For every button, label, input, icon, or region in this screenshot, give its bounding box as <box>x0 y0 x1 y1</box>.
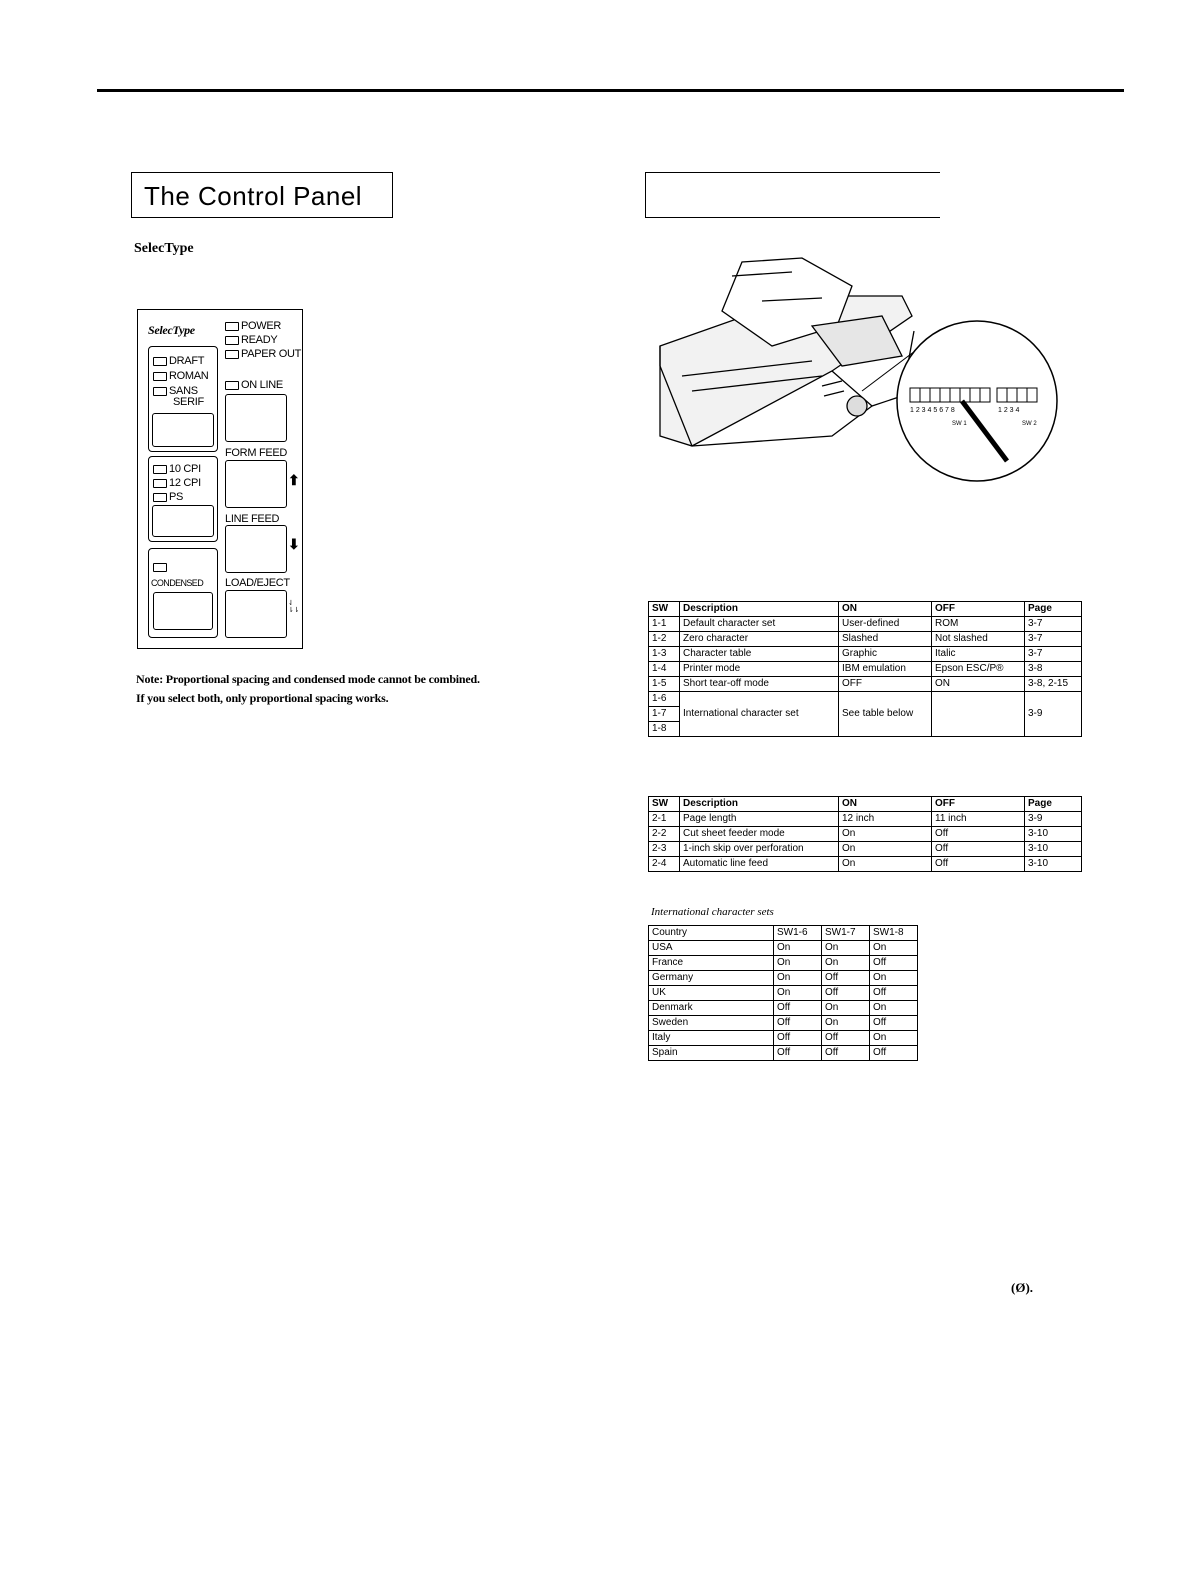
table-cell: Default character set <box>680 617 839 632</box>
table-cell: 3-10 <box>1025 857 1082 872</box>
table-row <box>649 941 918 956</box>
table-cell: 3-10 <box>1025 842 1082 857</box>
table-row <box>649 662 1082 677</box>
font-sans: SANS <box>153 385 198 398</box>
online-indicator: ON LINE <box>225 379 283 392</box>
table-cell: 2-2 <box>649 827 680 842</box>
table-cell: Germany <box>649 971 774 986</box>
table-cell: Italy <box>649 1031 774 1046</box>
font-serif: SERIF <box>173 396 204 408</box>
table-cell: Italic <box>932 647 1025 662</box>
right-title-box <box>645 172 940 218</box>
table-cell: On <box>839 842 932 857</box>
note-line-2: If you select both, only proportional spacing works. <box>136 691 389 705</box>
table-cell: 3-10 <box>1025 827 1082 842</box>
table-cell: Off <box>870 1016 918 1031</box>
table-cell: 1-7 <box>649 707 680 722</box>
table-cell: Denmark <box>649 1001 774 1016</box>
header-cell: Page <box>1025 602 1082 617</box>
table-cell: ROM <box>932 617 1025 632</box>
table-cell: Not slashed <box>932 632 1025 647</box>
table-cell: Off <box>822 986 870 1001</box>
pitch-10cpi: 10 CPI <box>153 463 201 476</box>
table-cell: 1-2 <box>649 632 680 647</box>
table-cell: On <box>870 971 918 986</box>
table-cell: Sweden <box>649 1016 774 1031</box>
panel-selectype-title: SelecType <box>148 323 195 337</box>
table-row <box>649 617 1082 632</box>
table-cell: 1-8 <box>649 722 680 737</box>
table-cell: Off <box>774 1046 822 1061</box>
zero-symbol-text: (Ø). <box>1011 1280 1034 1295</box>
table-cell: Off <box>870 956 918 971</box>
selectype-label: SelecType <box>134 241 194 256</box>
table-cell: On <box>774 956 822 971</box>
table-cell: On <box>839 857 932 872</box>
table-cell: Printer mode <box>680 662 839 677</box>
sw2-numbers: 1 2 3 4 <box>998 407 1020 414</box>
header-cell: ON <box>839 797 932 812</box>
printer-body-icon <box>660 258 914 446</box>
table-cell: Page length <box>680 812 839 827</box>
down-arrow-icon: ⬇ <box>288 536 300 552</box>
power-led-icon <box>225 322 239 331</box>
table-cell: 1-4 <box>649 662 680 677</box>
table-row <box>649 986 918 1001</box>
table-cell: Automatic line feed <box>680 857 839 872</box>
section-title: The Control Panel <box>131 172 393 218</box>
line-feed-label: LINE FEED <box>225 513 280 525</box>
power-indicator: POWER <box>225 320 281 333</box>
table-cell: Epson ESC/P® <box>932 662 1025 677</box>
table-cell: Off <box>822 1046 870 1061</box>
table-cell: 3-8, 2-15 <box>1025 677 1082 692</box>
table-row <box>649 1046 918 1061</box>
pitch-group <box>148 456 218 542</box>
condensed-led-icon <box>153 563 167 572</box>
header-cell: SW1-7 <box>822 926 870 941</box>
table-row <box>649 677 1082 692</box>
table-cell: Off <box>870 986 918 1001</box>
header-cell: Description <box>680 797 839 812</box>
table-cell: 1-1 <box>649 617 680 632</box>
table-row <box>649 827 1082 842</box>
header-cell: ON <box>839 602 932 617</box>
sw1-table <box>648 601 1082 737</box>
cpi10-led-icon <box>153 465 167 474</box>
table-row <box>649 812 1082 827</box>
table-cell: 3-8 <box>1025 662 1082 677</box>
table-cell: 3-7 <box>1025 647 1082 662</box>
table-cell: 1-3 <box>649 647 680 662</box>
table-cell: International character set <box>680 692 839 737</box>
sans-led-icon <box>153 387 167 396</box>
sw1-switch-bank <box>910 388 990 402</box>
table-cell: On <box>839 827 932 842</box>
header-cell: Country <box>649 926 774 941</box>
header-cell: Page <box>1025 797 1082 812</box>
pitch-select-button[interactable] <box>152 505 214 537</box>
table-cell: 11 inch <box>932 812 1025 827</box>
online-button[interactable] <box>225 394 287 442</box>
header-rule <box>97 89 1124 92</box>
table-cell: UK <box>649 986 774 1001</box>
table-cell: Off <box>774 1001 822 1016</box>
table-cell: User-defined <box>839 617 932 632</box>
header-cell: SW <box>649 602 680 617</box>
font-draft: DRAFT <box>153 355 204 368</box>
printer-dip-switch-figure <box>652 256 1072 486</box>
table-row <box>649 647 1082 662</box>
header-cell: OFF <box>932 797 1025 812</box>
table-header <box>649 602 1082 617</box>
load-eject-button[interactable] <box>225 590 287 638</box>
note-text <box>136 670 576 708</box>
table-row <box>649 842 1082 857</box>
header-cell: SW1-6 <box>774 926 822 941</box>
table-row <box>649 632 1082 647</box>
paper-out-led-icon <box>225 350 239 359</box>
table-row <box>649 1001 918 1016</box>
ready-led-icon <box>225 336 239 345</box>
table-cell: France <box>649 956 774 971</box>
table-header <box>649 797 1082 812</box>
header-cell: SW <box>649 797 680 812</box>
table-cell: On <box>774 941 822 956</box>
table-cell: Spain <box>649 1046 774 1061</box>
header-cell: Description <box>680 602 839 617</box>
table-cell: Character table <box>680 647 839 662</box>
paper-out-indicator: PAPER OUT <box>225 348 301 361</box>
table-cell: 2-4 <box>649 857 680 872</box>
condensed-led <box>153 561 169 574</box>
online-led-icon <box>225 381 239 390</box>
table-row <box>649 692 1082 707</box>
table-cell: Zero character <box>680 632 839 647</box>
up-arrow-icon: ⬆ <box>288 472 300 488</box>
pitch-12cpi: 12 CPI <box>153 477 201 490</box>
sw2-label: SW 2 <box>1022 421 1037 427</box>
intl-table-caption: International character sets <box>651 906 774 918</box>
header-cell: SW1-8 <box>870 926 918 941</box>
font-roman: ROMAN <box>153 370 208 383</box>
intl-table <box>648 925 918 1061</box>
table-cell: On <box>774 986 822 1001</box>
table-cell: OFF <box>839 677 932 692</box>
table-row <box>649 956 918 971</box>
table-row <box>649 971 918 986</box>
ps-led-icon <box>153 493 167 502</box>
header-cell: OFF <box>932 602 1025 617</box>
backward-forward-icon: ⇃ ⇂⇂ <box>288 600 300 614</box>
table-cell: Slashed <box>839 632 932 647</box>
table-cell: Off <box>774 1031 822 1046</box>
roman-led-icon <box>153 372 167 381</box>
line-feed-button[interactable] <box>225 525 287 573</box>
sw2-switch-bank <box>997 388 1037 402</box>
table-cell: 1-inch skip over perforation <box>680 842 839 857</box>
sw1-label: SW 1 <box>952 421 967 427</box>
table-cell: Off <box>870 1046 918 1061</box>
form-feed-button[interactable] <box>225 460 287 508</box>
font-group <box>148 346 218 452</box>
table-cell: Off <box>822 971 870 986</box>
table-cell: On <box>822 1001 870 1016</box>
load-eject-label: LOAD/EJECT <box>225 577 290 589</box>
table-cell: 1-5 <box>649 677 680 692</box>
table-cell: Off <box>822 1031 870 1046</box>
table-cell: On <box>822 956 870 971</box>
table-cell: Short tear-off mode <box>680 677 839 692</box>
cpi12-led-icon <box>153 479 167 488</box>
table-cell: On <box>774 971 822 986</box>
table-cell: 1-6 <box>649 692 680 707</box>
font-select-button[interactable] <box>152 413 214 447</box>
form-feed-label: FORM FEED <box>225 447 288 459</box>
table-cell: See table below <box>839 692 932 737</box>
table-cell: On <box>870 941 918 956</box>
table-cell: On <box>822 941 870 956</box>
sw1-numbers: 1 2 3 4 5 6 7 8 <box>910 407 955 414</box>
table-cell: 2-1 <box>649 812 680 827</box>
ready-indicator: READY <box>225 334 277 347</box>
note-line-1: Note: Proportional spacing and condensed mode cannot be combined. <box>136 672 480 686</box>
table-cell: 12 inch <box>839 812 932 827</box>
table-row <box>649 1016 918 1031</box>
table-cell: Graphic <box>839 647 932 662</box>
condensed-group <box>148 548 218 638</box>
draft-led-icon <box>153 357 167 366</box>
table-cell: ON <box>932 677 1025 692</box>
condensed-label: CONDENSED <box>151 578 204 588</box>
condensed-button[interactable] <box>153 592 213 630</box>
sw2-table <box>648 796 1082 872</box>
control-panel-figure <box>137 309 303 649</box>
table-cell: IBM emulation <box>839 662 932 677</box>
table-cell: 3-7 <box>1025 632 1082 647</box>
table-cell: USA <box>649 941 774 956</box>
table-cell: Off <box>932 857 1025 872</box>
table-cell: Off <box>932 842 1025 857</box>
table-cell: Off <box>932 827 1025 842</box>
table-header <box>649 926 918 941</box>
table-cell: 2-3 <box>649 842 680 857</box>
table-cell: 3-9 <box>1025 692 1082 737</box>
table-cell: On <box>822 1016 870 1031</box>
table-cell <box>932 692 1025 737</box>
table-row <box>649 857 1082 872</box>
table-cell: 3-7 <box>1025 617 1082 632</box>
table-cell: On <box>870 1001 918 1016</box>
table-cell: Cut sheet feeder mode <box>680 827 839 842</box>
pitch-ps: PS <box>153 491 183 504</box>
table-cell: Off <box>774 1016 822 1031</box>
table-row <box>649 1031 918 1046</box>
table-cell: 3-9 <box>1025 812 1082 827</box>
table-cell: On <box>870 1031 918 1046</box>
